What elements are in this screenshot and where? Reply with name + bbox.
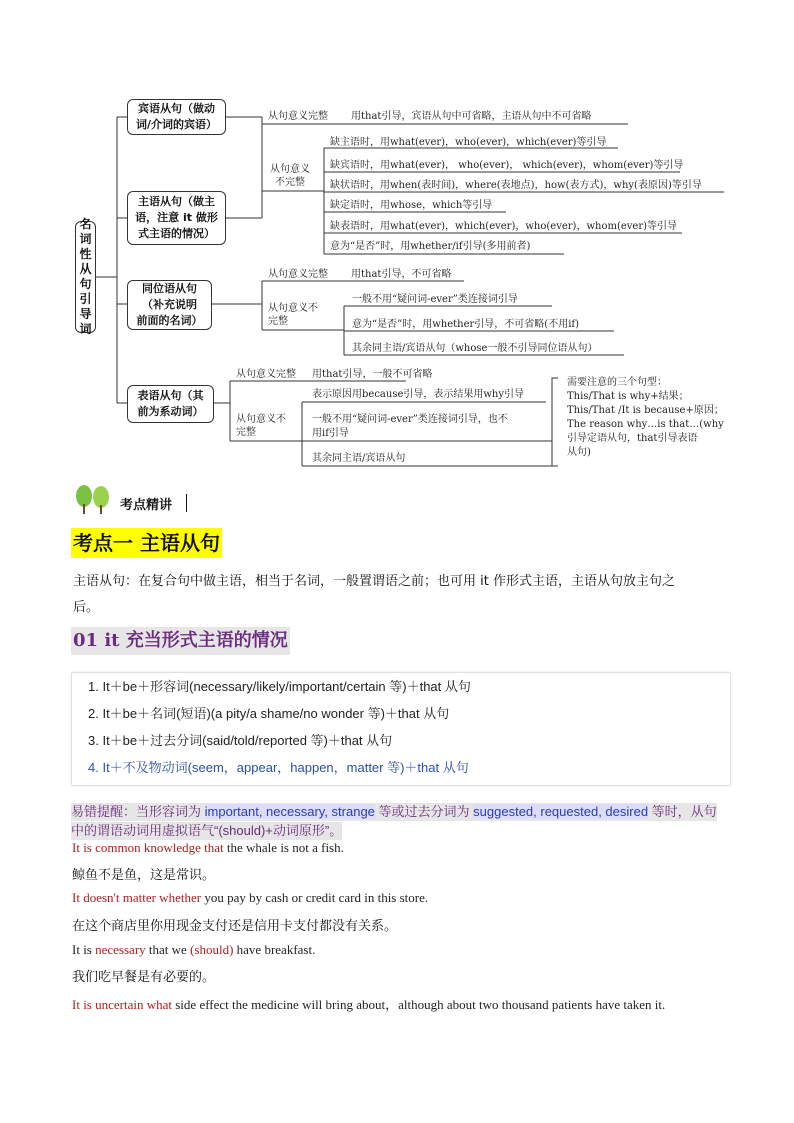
- example-text: that we: [145, 942, 191, 957]
- predicative-note: 需要注意的三个句型： This/That is why+结果； This/That /It is because+原因； The reason why…is that…(why 引导定语从句，that引导表语 从句): [567, 377, 724, 458]
- subject-item: 缺状语时，用when(表时间)，where(表地点)，how(表方式)，why(表原因)等引导: [330, 180, 702, 191]
- warning-line-1: [71, 803, 717, 821]
- example-sentence: [72, 840, 344, 856]
- example-text: you pay by cash or credit card in this store.: [201, 890, 429, 905]
- rule-item: 1. It＋be＋形容词(necessary/likely/important/certain 等)＋that 从句: [88, 679, 471, 694]
- predicative-item: 其余同主语/宾语从句: [312, 453, 406, 464]
- warning-text: 等时，从句: [648, 804, 717, 819]
- section-title: 考点精讲: [120, 498, 173, 513]
- example-highlight: It is uncertain what: [72, 997, 172, 1012]
- label-incomplete: 从句意义 不完整: [270, 164, 310, 188]
- example-sentence: [72, 890, 428, 906]
- mindmap-branch-subject-clause: 主语从句（做主 语，注意 it 做形 式主语的情况）: [127, 191, 226, 245]
- subject-item: 缺表语时，用what(ever)，which(ever)，who(ever)，whom(ever)等引导: [330, 221, 678, 232]
- text-complete: 用that引导，一般不可省略: [312, 369, 433, 380]
- example-highlight: It is common knowledge that: [72, 840, 224, 855]
- example-highlight: necessary: [95, 942, 146, 957]
- warning-highlight: important, necessary, strange: [204, 804, 375, 819]
- kaodian-title: 考点一 主语从句: [71, 528, 222, 558]
- label-incomplete: 从句意义不 完整: [236, 414, 286, 438]
- label-complete: 从句意义完整: [268, 111, 328, 122]
- warning-text: 易错提醒：当形容词为: [71, 804, 205, 819]
- mindmap-branch-appositive-clause: 同位语从句 （补充说明 前面的名词）: [127, 280, 212, 330]
- subheading-text: 充当形式主语的情况: [125, 630, 288, 651]
- warning-line-2: 中的谓语动词用虚拟语气“(should)+动词原形”。: [71, 823, 343, 838]
- appositive-item: 其余同主语/宾语从句（whose一般不引导同位语从句）: [352, 343, 598, 354]
- rule-item: 2. It＋be＋名词(短语)(a pity/a shame/no wonder 等)＋that 从句: [88, 706, 450, 721]
- warning-highlight: suggested, requested, desired: [473, 804, 649, 819]
- predicative-item: 一般不用“疑问词-ever”类连接词引导，也不 用if引导: [312, 414, 508, 439]
- example-sentence: [72, 994, 665, 1013]
- text-complete: 用that引导，不可省略: [351, 269, 452, 280]
- appositive-item: 意为“是否”时，用whether引导，不可省略(不用if): [352, 319, 580, 330]
- subject-item: 意为“是否”时，用whether/if引导(多用前者): [330, 241, 531, 252]
- tree-icon: [73, 484, 113, 516]
- label-complete: 从句意义完整: [268, 269, 328, 280]
- definition-text: 主语从句：在复合句中做主语，相当于名词，一般置谓语之前；也可用 it 作形式主语，主语从句放主句之 后。: [73, 574, 675, 615]
- example-text: the whale is not a fish.: [223, 840, 344, 855]
- example-translation: 鲸鱼不是鱼，这是常识。: [72, 868, 216, 883]
- predicative-item: 表示原因用because引导，表示结果用why引导: [312, 389, 525, 400]
- subject-item: 缺宾语时，用what(ever)， who(ever)， which(ever)，whom(ever)等引导: [330, 160, 684, 171]
- subheading: [71, 627, 290, 655]
- label-complete: 从句意义完整: [236, 369, 296, 380]
- example-translation: 在这个商店里你用现金支付还是信用卡支付都没有关系。: [72, 919, 398, 934]
- subject-item: 缺主语时，用what(ever)，who(ever)，which(ever)等引导: [330, 137, 607, 148]
- rule-item: 4. It＋不及物动词(seem，appear，happen，matter 等)＋that 从句: [88, 760, 469, 775]
- appositive-item: 一般不用“疑问词-ever”类连接词引导: [352, 294, 518, 305]
- subject-item: 缺定语时，用whose，which等引导: [330, 200, 493, 211]
- mindmap-branch-object-clause: 宾语从句（做动 词/介词的宾语）: [127, 99, 226, 135]
- example-text: have breakfast.: [233, 942, 316, 957]
- cursor-bar: [186, 494, 187, 512]
- mindmap-root: 名 词 性 从 句 引 导 词: [75, 221, 96, 333]
- label-incomplete: 从句意义不 完整: [268, 303, 318, 327]
- mindmap-branch-predicative-clause: 表语从句（其 前为系动词）: [127, 385, 214, 423]
- example-text: It is: [72, 942, 96, 957]
- warning-text: 等或过去分词为: [374, 804, 474, 819]
- example-highlight: It doesn't matter whether: [72, 890, 202, 905]
- example-text: side effect the medicine will bring about，although about two thousand patients have taken it.: [172, 997, 666, 1012]
- rule-item: 3. It＋be＋过去分词(said/told/reported 等)＋that 从句: [88, 733, 393, 748]
- subheading-number: 01 it: [73, 630, 120, 651]
- example-highlight: (should): [190, 942, 234, 957]
- example-sentence: [72, 942, 315, 958]
- text-complete: 用that引导，宾语从句中可省略，主语从句中不可省略: [351, 111, 592, 122]
- example-translation: 我们吃早餐是有必要的。: [72, 970, 216, 985]
